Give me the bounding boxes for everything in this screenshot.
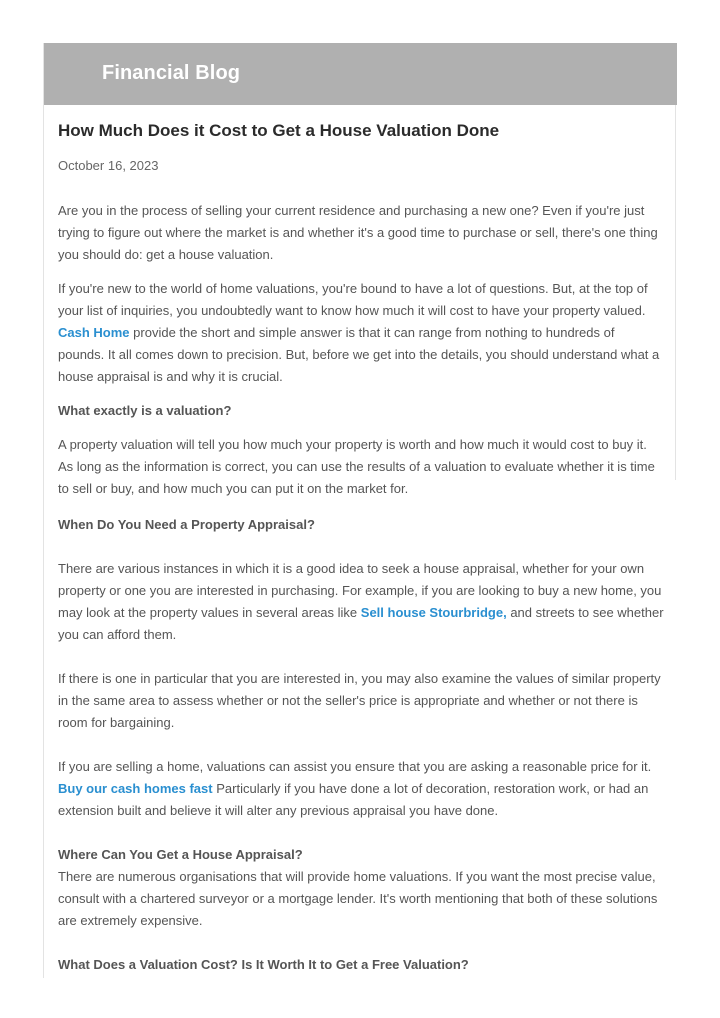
- section-heading-appraisal: When Do You Need a Property Appraisal?: [58, 517, 315, 532]
- post-date: October 16, 2023: [58, 158, 159, 173]
- blog-title[interactable]: Financial Blog: [102, 62, 241, 84]
- paragraph-instances: [58, 558, 664, 646]
- blog-header: [44, 43, 677, 105]
- paragraph-text: There are various instances in which it is a good idea to seek a house appraisal, whether for your own property or one you are interested in purchasing. For example, if you are looking to buy a new home, you may look at the property values in several areas like: [58, 561, 662, 620]
- buy-cash-homes-fast-link[interactable]: Buy our cash homes fast: [58, 781, 213, 796]
- cash-home-link[interactable]: Cash Home: [58, 325, 130, 340]
- post-content: [58, 106, 664, 976]
- paragraph-text: Particularly if you have done a lot of decoration, restoration work, or had an extension built and believe it will alter any previous appraisal you have done.: [58, 781, 649, 818]
- paragraph-text: and streets to see whether you can afford them.: [58, 605, 664, 642]
- paragraph-similar-property: If there is one in particular that you are interested in, you may also examine the values of similar property in the same area to assess whether or not the seller's price is appropriate and whether or not there is room for bargaining.: [58, 671, 661, 730]
- section-heading-where: Where Can You Get a House Appraisal?: [58, 847, 303, 862]
- paragraph-valuation: A property valuation will tell you how much your property is worth and how much it would cost to buy it. As long as the information is correct, you can use the results of a valuation to evaluate whether it is time to sell or buy, and how much you can put it on the market for.: [58, 437, 655, 496]
- section-heading-cost: What Does a Valuation Cost? Is It Worth It to Get a Free Valuation?: [58, 957, 469, 972]
- section-heading-valuation: What exactly is a valuation?: [58, 403, 232, 418]
- frame-border-gap: [674, 480, 676, 990]
- paragraph-selling: [58, 756, 664, 822]
- paragraph-text: If you're new to the world of home valuations, you're bound to have a lot of questions. But, at the top of your list of inquiries, you undoubtedly want to know how much it will cost to have your property valued.: [58, 281, 648, 318]
- paragraph-text: If you are selling a home, valuations can assist you ensure that you are asking a reasonable price for it.: [58, 759, 652, 774]
- paragraph-intro: Are you in the process of selling your current residence and purchasing a new one? Even if you're just trying to figure out where the market is and whether it's a good time to purchase or sell, there's one thing you should do: get a house valuation.: [58, 203, 658, 262]
- post-title: How Much Does it Cost to Get a House Valuation Done: [58, 121, 500, 140]
- sell-house-stourbridge-link[interactable]: Sell house Stourbridge,: [360, 605, 507, 620]
- paragraph-questions: [58, 278, 664, 388]
- paragraph-text: provide the short and simple answer is that it can range from nothing to hundreds of pounds. It all comes down to precision. But, before we get into the details, you should understand what a house appraisal is and why it is crucial.: [58, 325, 660, 384]
- paragraph-organisations: There are numerous organisations that will provide home valuations. If you want the most precise value, consult with a chartered surveyor or a mortgage lender. It's worth mentioning that both of these solutions are extremely expensive.: [58, 869, 658, 928]
